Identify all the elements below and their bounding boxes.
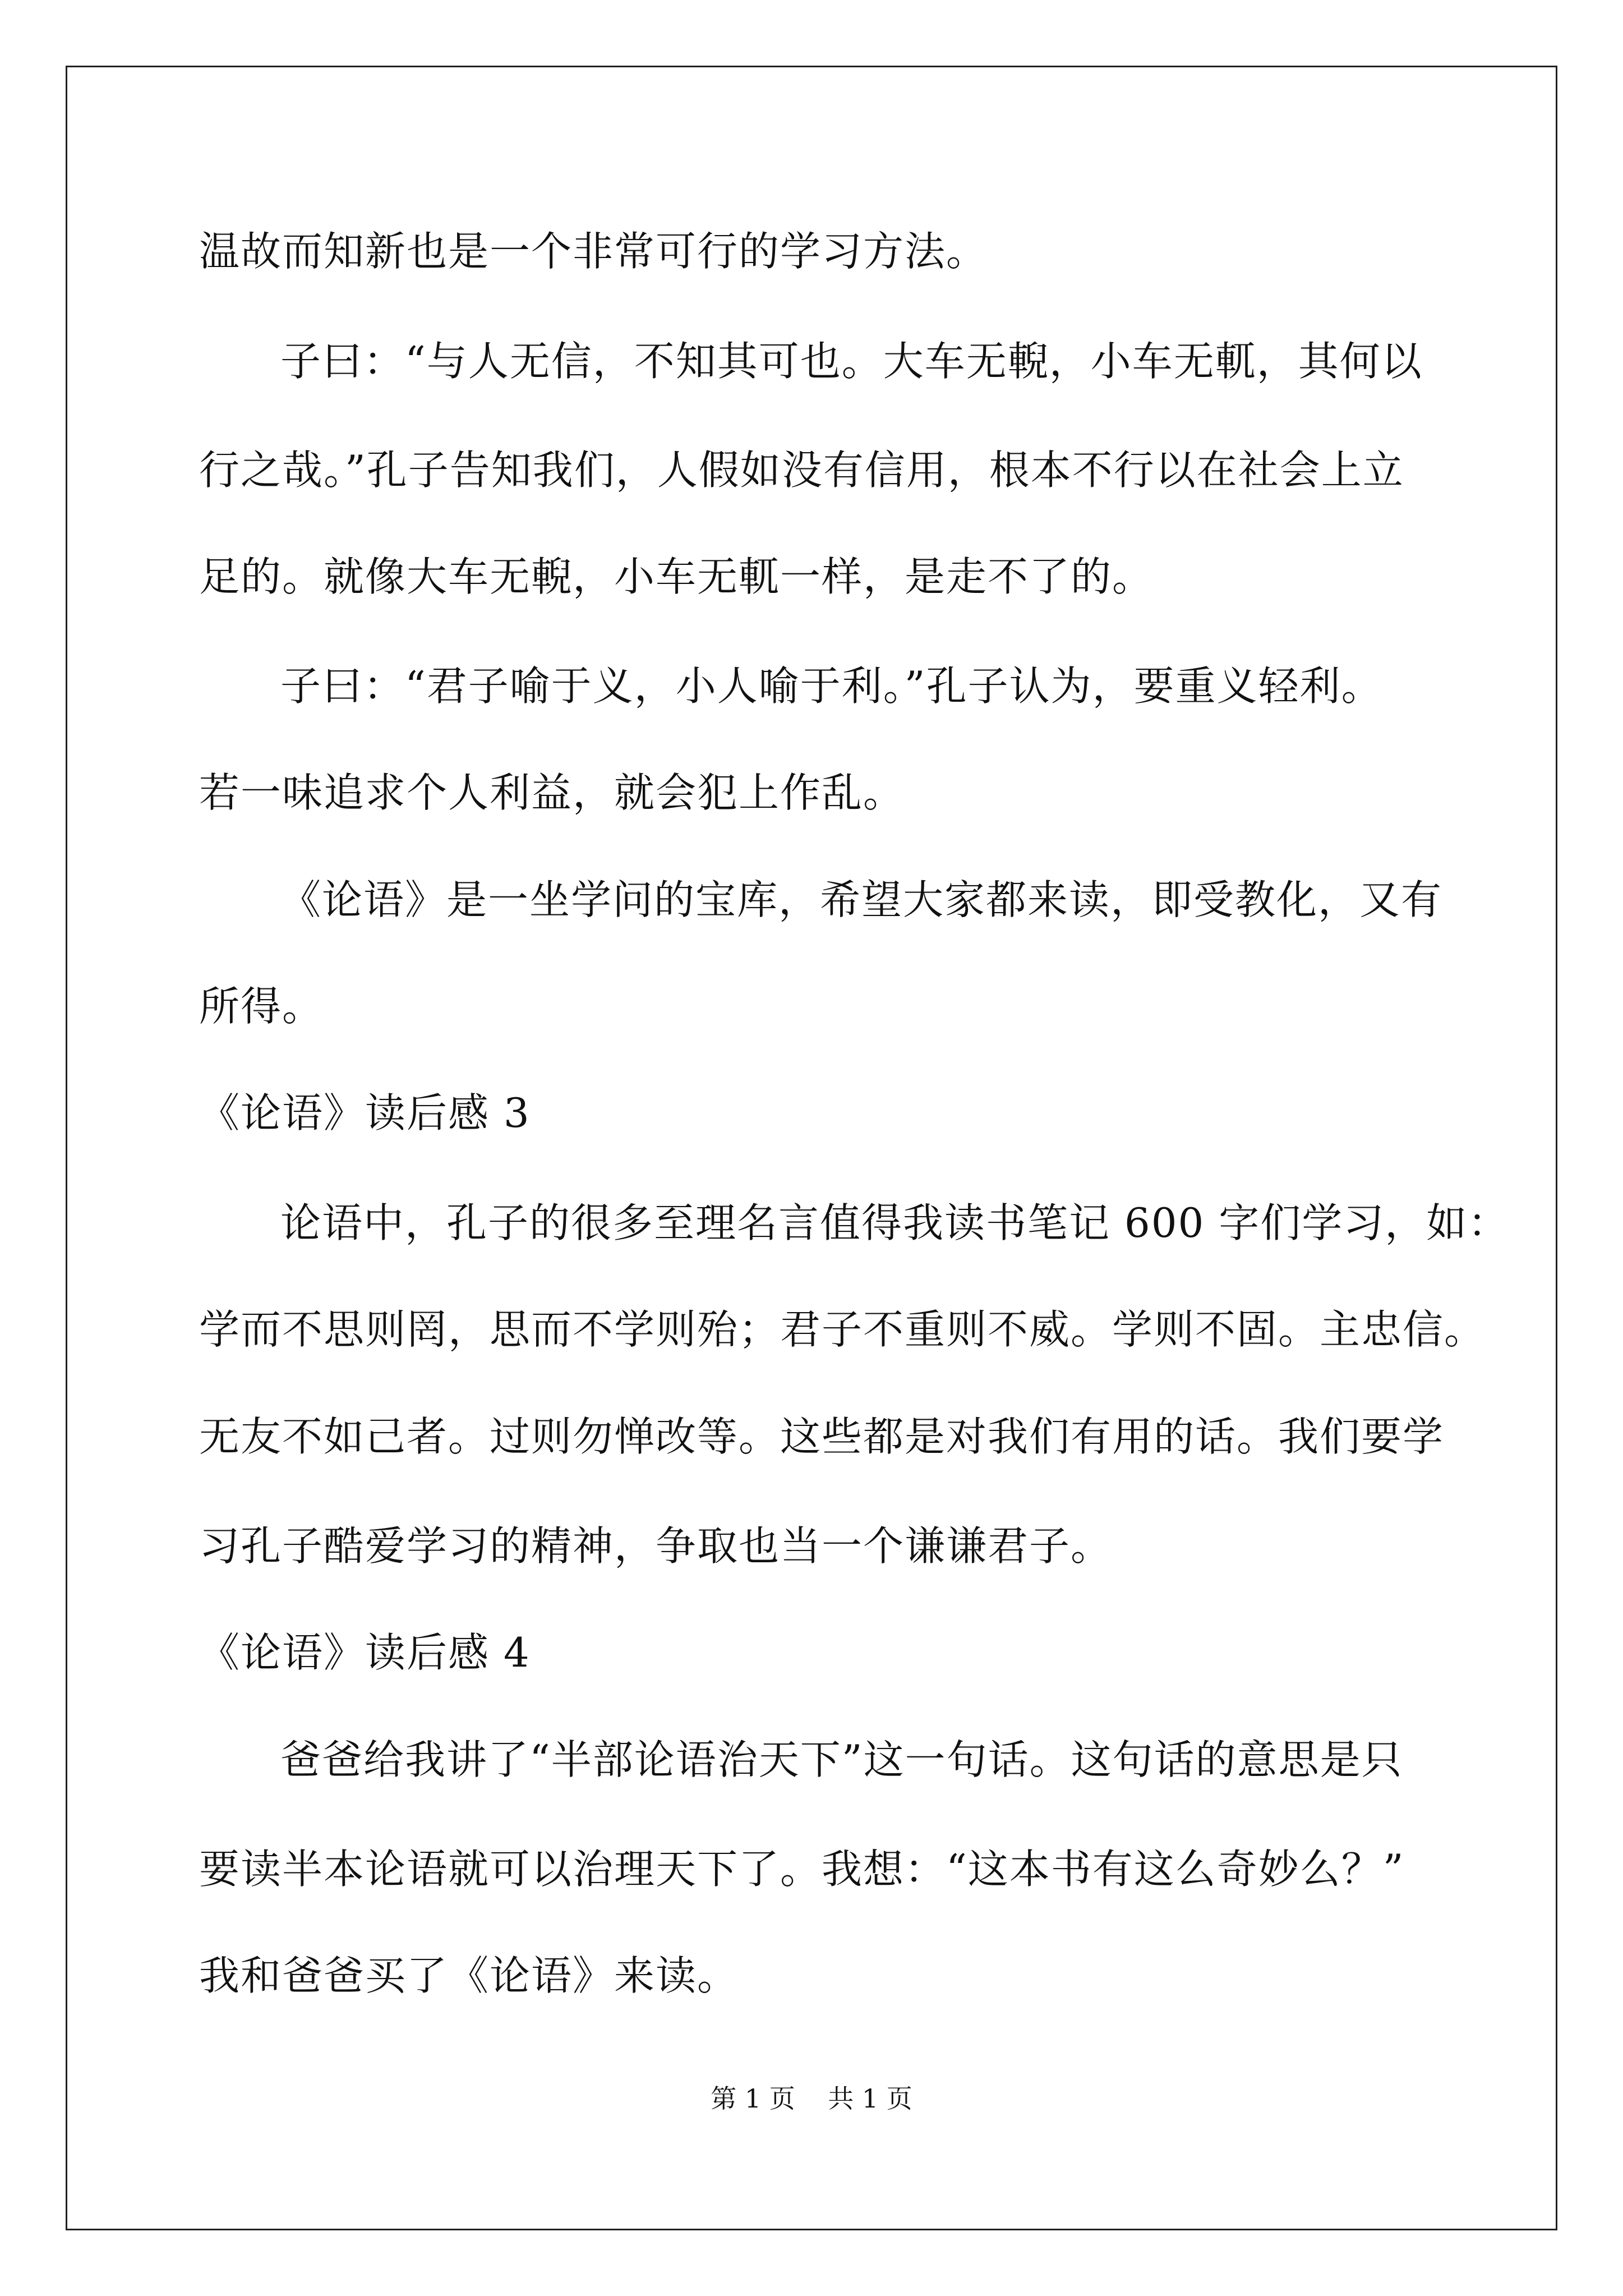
paragraph-line: 所得。 — [199, 983, 324, 1030]
paragraph-line: 我和爸爸买了《论语》来读。 — [199, 1952, 739, 1999]
paragraph-line: 行之哉。”孔子告知我们，人假如没有信用，根本不行以在社会上立 — [199, 447, 1404, 494]
paragraph-line: 子曰：“君子喻于义，小人喻于利。”孔子认为，要重义轻利。 — [280, 662, 1383, 710]
section-heading: 《论语》读后感 3 — [199, 1089, 531, 1137]
paragraph-line: 无友不如己者。过则勿惮改等。这些都是对我们有用的话。我们要学 — [199, 1413, 1445, 1460]
page-border — [66, 66, 1557, 2230]
paragraph-line: 要读半本论语就可以治理天下了。我想：“这本书有这么奇妙么？” — [199, 1846, 1405, 1893]
paragraph-line: 爸爸给我讲了“半部论语治天下”这一句话。这句话的意思是只 — [280, 1736, 1403, 1783]
paragraph-line: 足的。就像大车无輗，小车无軏一样，是走不了的。 — [199, 553, 1154, 600]
paragraph-line: 《论语》是一坐学问的宝库，希望大家都来读，即受教化，又有 — [280, 876, 1443, 923]
page-number-footer: 第 1 页 共 1 页 — [711, 2083, 912, 2114]
paragraph-line: 论语中，孔子的很多至理名言值得我读书笔记 600 字们学习，如： — [280, 1199, 1510, 1246]
paragraph-line: 学而不思则罔，思而不学则殆；君子不重则不威。学则不固。主忠信。 — [199, 1306, 1486, 1353]
paragraph-line: 温故而知新也是一个非常可行的学习方法。 — [199, 228, 988, 275]
paragraph-line: 若一味追求个人利益，就会犯上作乱。 — [199, 769, 905, 816]
section-heading: 《论语》读后感 4 — [199, 1629, 531, 1676]
paragraph-line: 子曰：“与人无信，不知其可也。大车无輗，小车无軏，其何以 — [280, 338, 1423, 385]
paragraph-line: 习孔子酷爱学习的精神，争取也当一个谦谦君子。 — [199, 1522, 1113, 1570]
